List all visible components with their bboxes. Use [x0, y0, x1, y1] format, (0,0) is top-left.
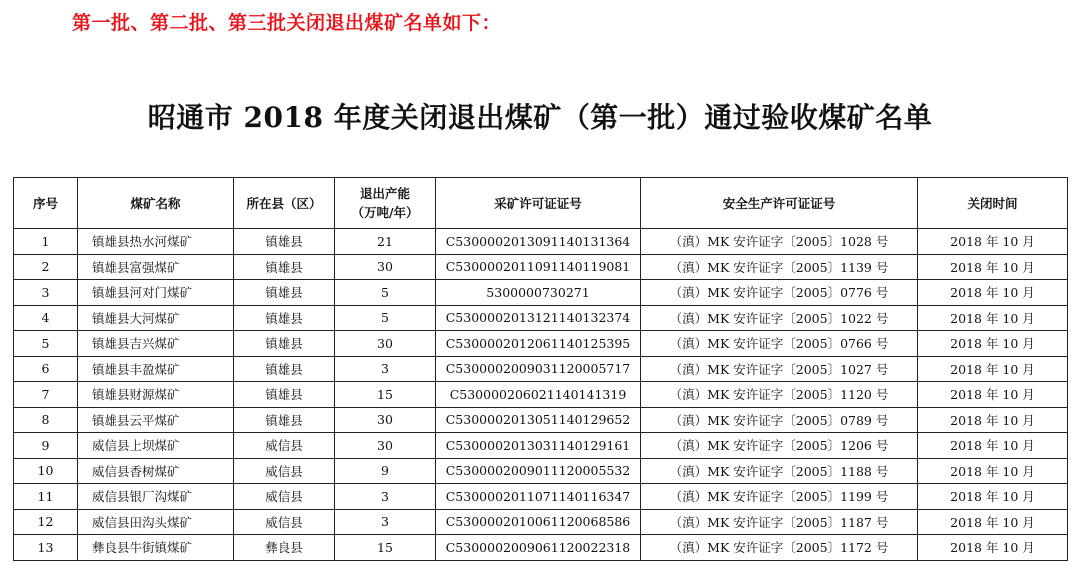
header-mining-license: 采矿许可证证号 [436, 178, 641, 229]
cell-mine-name: 镇雄县河对门煤矿 [78, 280, 234, 306]
table-header-row [14, 178, 1068, 229]
cell-index: 11 [14, 484, 78, 510]
table-row [14, 331, 1068, 357]
cell-index: 10 [14, 458, 78, 484]
cell-index: 5 [14, 331, 78, 357]
cell-mining-license: C5300002013051140129652 [436, 407, 641, 433]
cell-capacity: 3 [335, 484, 436, 510]
table-row [14, 407, 1068, 433]
table-row [14, 535, 1068, 561]
cell-index: 8 [14, 407, 78, 433]
header-capacity-line1: 退出产能 [359, 186, 410, 201]
cell-index: 9 [14, 433, 78, 459]
table-row [14, 356, 1068, 382]
cell-index: 1 [14, 229, 78, 255]
cell-mine-name: 镇雄县吉兴煤矿 [78, 331, 234, 357]
cell-mine-name: 威信县田沟头煤矿 [78, 509, 234, 535]
cell-close-time: 2018 年 10 月 [918, 382, 1068, 408]
cell-safety-license: （滇）MK 安许证字〔2005〕0776 号 [641, 280, 918, 306]
cell-safety-license: （滇）MK 安许证字〔2005〕1188 号 [641, 458, 918, 484]
cell-safety-license: （滇）MK 安许证字〔2005〕1027 号 [641, 356, 918, 382]
cell-mining-license: C5300002013091140131364 [436, 229, 641, 255]
cell-safety-license: （滇）MK 安许证字〔2005〕1139 号 [641, 254, 918, 280]
cell-county: 镇雄县 [234, 305, 335, 331]
cell-capacity: 30 [335, 433, 436, 459]
table-body [14, 229, 1068, 561]
cell-close-time: 2018 年 10 月 [918, 509, 1068, 535]
cell-close-time: 2018 年 10 月 [918, 229, 1068, 255]
header-capacity [335, 178, 436, 229]
cell-safety-license: （滇）MK 安许证字〔2005〕1120 号 [641, 382, 918, 408]
table-row [14, 254, 1068, 280]
table-row [14, 484, 1068, 510]
cell-county: 镇雄县 [234, 254, 335, 280]
cell-close-time: 2018 年 10 月 [918, 331, 1068, 357]
cell-close-time: 2018 年 10 月 [918, 433, 1068, 459]
cell-mine-name: 镇雄县富强煤矿 [78, 254, 234, 280]
cell-mining-license: C5300002013031140129161 [436, 433, 641, 459]
cell-capacity: 9 [335, 458, 436, 484]
cell-close-time: 2018 年 10 月 [918, 254, 1068, 280]
cell-mine-name: 威信县银厂沟煤矿 [78, 484, 234, 510]
table-row [14, 305, 1068, 331]
cell-close-time: 2018 年 10 月 [918, 280, 1068, 306]
intro-heading: 第一批、第二批、第三批关闭退出煤矿名单如下： [72, 12, 502, 34]
cell-close-time: 2018 年 10 月 [918, 484, 1068, 510]
cell-county: 镇雄县 [234, 356, 335, 382]
cell-mine-name: 镇雄县财源煤矿 [78, 382, 234, 408]
table-row [14, 509, 1068, 535]
cell-index: 2 [14, 254, 78, 280]
cell-index: 7 [14, 382, 78, 408]
cell-safety-license: （滇）MK 安许证字〔2005〕1199 号 [641, 484, 918, 510]
cell-mining-license: C5300002060211401413​19 [436, 382, 641, 408]
cell-county: 镇雄县 [234, 331, 335, 357]
cell-mining-license: C5300002010061120068586 [436, 509, 641, 535]
cell-safety-license: （滇）MK 安许证字〔2005〕0789 号 [641, 407, 918, 433]
cell-index: 13 [14, 535, 78, 561]
cell-county: 威信县 [234, 433, 335, 459]
cell-close-time: 2018 年 10 月 [918, 356, 1068, 382]
cell-safety-license: （滇）MK 安许证字〔2005〕1206 号 [641, 433, 918, 459]
cell-close-time: 2018 年 10 月 [918, 305, 1068, 331]
cell-mining-license: C5300002011091140119081 [436, 254, 641, 280]
cell-safety-license: （滇）MK 安许证字〔2005〕1028 号 [641, 229, 918, 255]
cell-county: 镇雄县 [234, 229, 335, 255]
coal-mine-table [13, 177, 1068, 561]
cell-close-time: 2018 年 10 月 [918, 458, 1068, 484]
cell-mining-license: 5300000730271 [436, 280, 641, 306]
cell-safety-license: （滇）MK 安许证字〔2005〕1172 号 [641, 535, 918, 561]
cell-capacity: 3 [335, 509, 436, 535]
cell-mining-license: C5300002013121140132374 [436, 305, 641, 331]
header-capacity-line2: （万吨/年） [351, 205, 419, 220]
cell-safety-license: （滇）MK 安许证字〔2005〕1187 号 [641, 509, 918, 535]
cell-index: 12 [14, 509, 78, 535]
table-row [14, 433, 1068, 459]
cell-capacity: 30 [335, 331, 436, 357]
cell-capacity: 30 [335, 407, 436, 433]
cell-capacity: 15 [335, 382, 436, 408]
cell-index: 6 [14, 356, 78, 382]
cell-county: 镇雄县 [234, 382, 335, 408]
cell-mine-name: 威信县上坝煤矿 [78, 433, 234, 459]
cell-safety-license: （滇）MK 安许证字〔2005〕0766 号 [641, 331, 918, 357]
table-row [14, 458, 1068, 484]
cell-mining-license: C5300002011071140116347 [436, 484, 641, 510]
cell-mining-license: C5300002009011120005532 [436, 458, 641, 484]
cell-capacity: 5 [335, 305, 436, 331]
cell-county: 镇雄县 [234, 280, 335, 306]
cell-capacity: 15 [335, 535, 436, 561]
cell-mine-name: 镇雄县云平煤矿 [78, 407, 234, 433]
header-county: 所在县（区） [234, 178, 335, 229]
header-index: 序号 [14, 178, 78, 229]
cell-mining-license: C5300002009061120022318 [436, 535, 641, 561]
cell-capacity: 30 [335, 254, 436, 280]
table-row [14, 382, 1068, 408]
cell-mining-license: C5300002009031120005717 [436, 356, 641, 382]
cell-mining-license: C5300002012061140125395 [436, 331, 641, 357]
cell-mine-name: 镇雄县大河煤矿 [78, 305, 234, 331]
cell-capacity: 3 [335, 356, 436, 382]
document-title: 昭通市 2018 年度关闭退出煤矿（第一批）通过验收煤矿名单 [147, 101, 933, 134]
cell-mine-name: 镇雄县丰盈煤矿 [78, 356, 234, 382]
cell-index: 3 [14, 280, 78, 306]
header-close-time: 关闭时间 [918, 178, 1068, 229]
header-safety-license: 安全生产许可证证号 [641, 178, 918, 229]
cell-county: 彝良县 [234, 535, 335, 561]
cell-capacity: 5 [335, 280, 436, 306]
cell-county: 威信县 [234, 484, 335, 510]
table-row [14, 280, 1068, 306]
cell-mine-name: 镇雄县热水河煤矿 [78, 229, 234, 255]
cell-mine-name: 威信县香树煤矿 [78, 458, 234, 484]
cell-mine-name: 彝良县牛街镇煤矿 [78, 535, 234, 561]
cell-safety-license: （滇）MK 安许证字〔2005〕1022 号 [641, 305, 918, 331]
cell-county: 镇雄县 [234, 407, 335, 433]
cell-county: 威信县 [234, 458, 335, 484]
header-name: 煤矿名称 [78, 178, 234, 229]
cell-capacity: 21 [335, 229, 436, 255]
cell-county: 威信县 [234, 509, 335, 535]
cell-index: 4 [14, 305, 78, 331]
table-row [14, 229, 1068, 255]
cell-close-time: 2018 年 10 月 [918, 535, 1068, 561]
cell-close-time: 2018 年 10 月 [918, 407, 1068, 433]
